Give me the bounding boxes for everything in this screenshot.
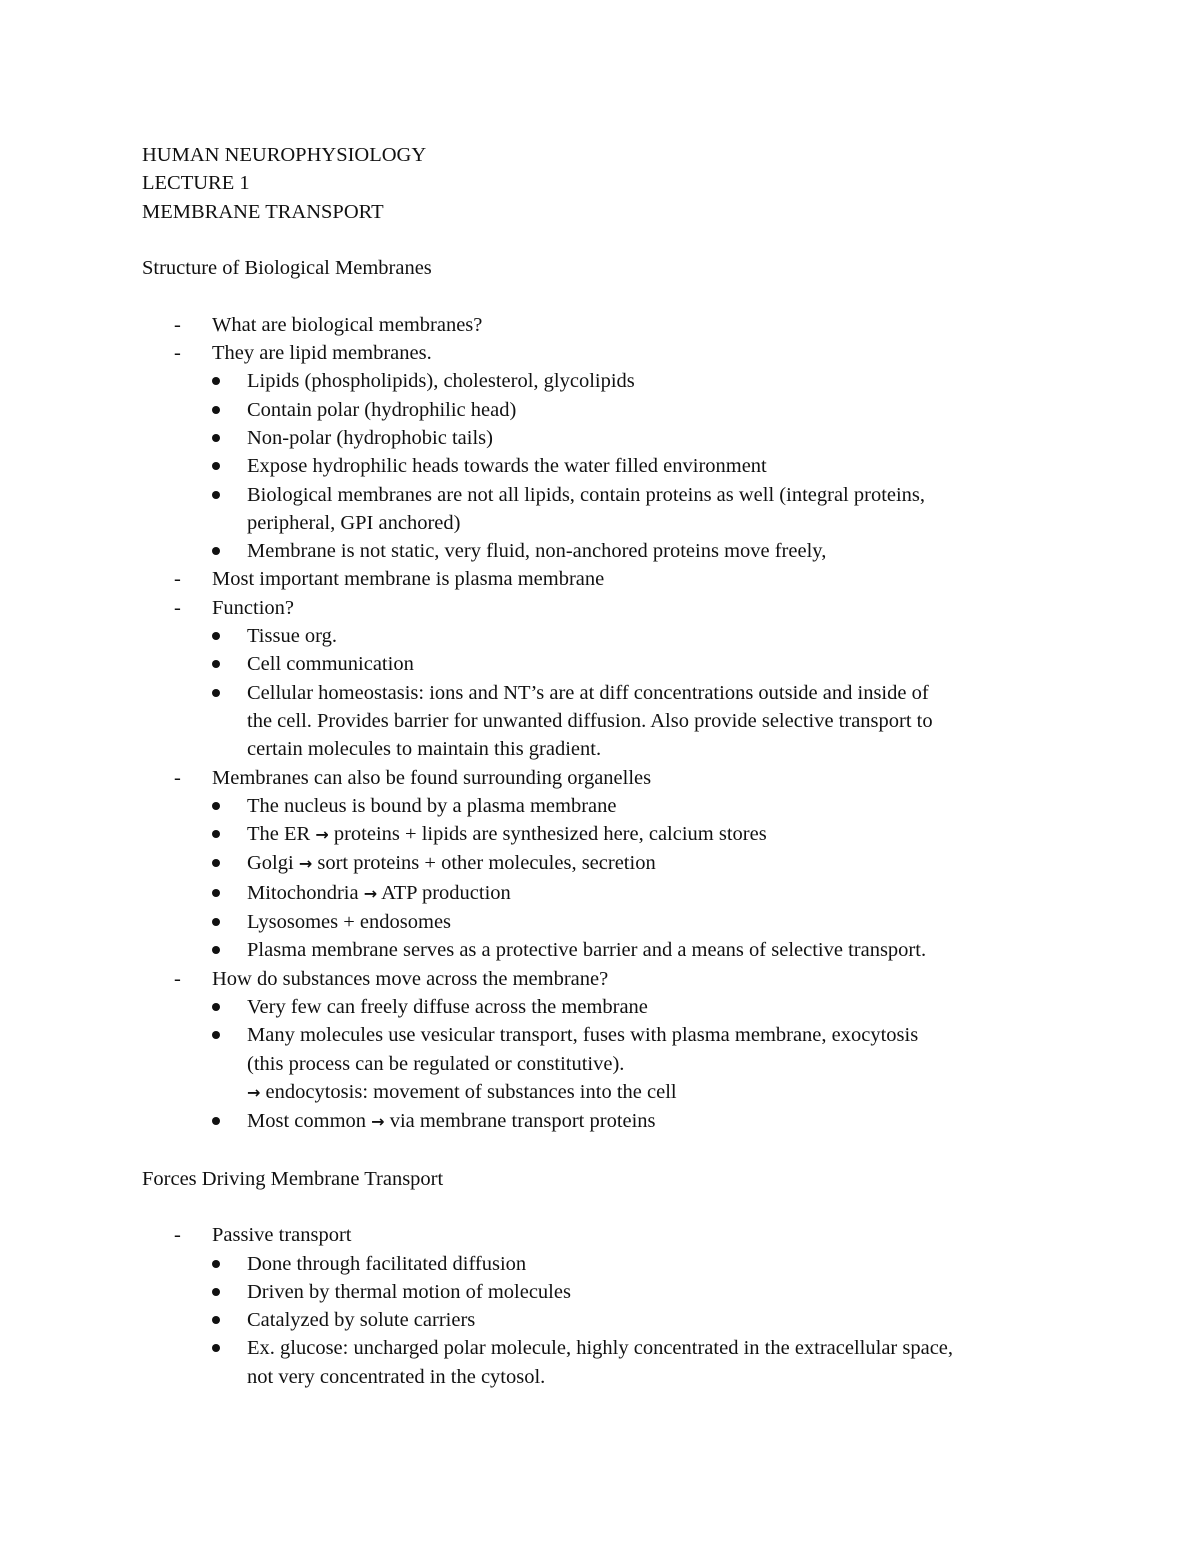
section-heading-forces: Forces Driving Membrane Transport bbox=[142, 1167, 444, 1190]
arrow-right-icon: → bbox=[315, 825, 329, 845]
bullet-item: Done through facilitated diffusion bbox=[142, 1250, 1062, 1278]
dash-marker: - bbox=[174, 568, 181, 591]
dash-item: - How do substances move across the membrane? bbox=[142, 965, 1062, 993]
bullet-item: Golgi → sort proteins + other molecules, secretion bbox=[142, 849, 1062, 878]
spacer bbox=[142, 226, 1062, 254]
arrow-right-icon: → bbox=[363, 883, 378, 903]
bullet-continuation: → endocytosis: movement of substances into the cell bbox=[247, 1080, 677, 1103]
bullet-item: Lipids (phospholipids), cholesterol, glycolipids bbox=[142, 367, 1062, 395]
dash-item: - Membranes can also be found surrounding organelles bbox=[142, 764, 1062, 792]
bullet-item: Cell communication bbox=[142, 650, 1062, 678]
course-title: HUMAN NEUROPHYSIOLOGY bbox=[142, 144, 427, 166]
bullet-continuation: certain molecules to maintain this gradient. bbox=[247, 738, 602, 761]
dash-marker: - bbox=[174, 596, 181, 619]
bullet-icon bbox=[212, 462, 220, 470]
bullet-icon bbox=[212, 406, 220, 414]
bullet-icon bbox=[212, 434, 220, 442]
bullet-icon bbox=[212, 1117, 220, 1125]
arrow-right-icon: → bbox=[247, 1082, 261, 1102]
dash-item: - Most important membrane is plasma membrane bbox=[142, 565, 1062, 593]
bullet-continuation: peripheral, GPI anchored) bbox=[247, 511, 461, 534]
bullet-item: Catalyzed by solute carriers bbox=[142, 1306, 1062, 1334]
spacer bbox=[142, 282, 1062, 310]
bullet-icon bbox=[212, 1316, 220, 1324]
bullet-item: Driven by thermal motion of molecules bbox=[142, 1278, 1062, 1306]
bullet-icon bbox=[212, 1031, 220, 1039]
bullet-item: Non-polar (hydrophobic tails) bbox=[142, 424, 1062, 452]
bullet-item: The ER → proteins + lipids are synthesized here, calcium stores bbox=[142, 820, 1062, 849]
bullet-icon bbox=[212, 547, 220, 555]
dash-item: - They are lipid membranes. bbox=[142, 339, 1062, 367]
dash-item: - Function? bbox=[142, 594, 1062, 622]
bullet-icon bbox=[212, 491, 220, 499]
bullet-item: Most common → via membrane transport proteins bbox=[142, 1107, 1062, 1136]
bullet-icon bbox=[212, 1288, 220, 1296]
dash-marker: - bbox=[174, 342, 181, 365]
document-body bbox=[142, 141, 1062, 1391]
bullet-item: Membrane is not static, very fluid, non-anchored proteins move freely, bbox=[142, 537, 1062, 565]
bullet-item: Plasma membrane serves as a protective barrier and a means of selective transport. bbox=[142, 936, 1062, 964]
lecture-topic: MEMBRANE TRANSPORT bbox=[142, 200, 384, 223]
spacer bbox=[142, 1136, 1062, 1164]
bullet-item: Very few can freely diffuse across the membrane bbox=[142, 993, 1062, 1021]
bullet-icon bbox=[212, 377, 220, 385]
dash-marker: - bbox=[174, 313, 181, 336]
bullet-item: Mitochondria → ATP production bbox=[142, 879, 1062, 908]
spacer bbox=[142, 1193, 1062, 1221]
bullet-item: Ex. glucose: uncharged polar molecule, highly concentrated in the extracellular space, bbox=[142, 1334, 1062, 1362]
section-heading-structure: Structure of Biological Membranes bbox=[142, 257, 432, 280]
bullet-icon bbox=[212, 946, 220, 954]
bullet-icon bbox=[212, 918, 220, 926]
bullet-item: Expose hydrophilic heads towards the water filled environment bbox=[142, 452, 1062, 480]
bullet-icon bbox=[212, 889, 220, 897]
dash-item: - What are biological membranes? bbox=[142, 311, 1062, 339]
bullet-icon bbox=[212, 802, 220, 810]
bullet-item: The nucleus is bound by a plasma membrane bbox=[142, 792, 1062, 820]
bullet-icon bbox=[212, 1344, 220, 1352]
dash-marker: - bbox=[174, 967, 181, 990]
bullet-icon bbox=[212, 1003, 220, 1011]
arrow-right-icon: → bbox=[371, 1112, 385, 1132]
dash-marker: - bbox=[174, 1224, 181, 1247]
bullet-icon bbox=[212, 1260, 220, 1268]
arrow-right-icon: → bbox=[298, 854, 313, 874]
bullet-icon bbox=[212, 632, 220, 640]
bullet-item: Lysosomes + endosomes bbox=[142, 908, 1062, 936]
bullet-icon bbox=[212, 660, 220, 668]
bullet-continuation: not very concentrated in the cytosol. bbox=[247, 1365, 546, 1388]
dash-item: - Passive transport bbox=[142, 1221, 1062, 1249]
bullet-icon bbox=[212, 830, 220, 838]
bullet-item: Biological membranes are not all lipids, contain proteins as well (integral proteins, bbox=[142, 481, 1062, 509]
bullet-icon bbox=[212, 689, 220, 697]
bullet-item: Many molecules use vesicular transport, fuses with plasma membrane, exocytosis bbox=[142, 1021, 1062, 1049]
bullet-continuation: the cell. Provides barrier for unwanted diffusion. Also provide selective transport to bbox=[247, 709, 933, 732]
lecture-number: LECTURE 1 bbox=[142, 172, 250, 195]
bullet-item: Cellular homeostasis: ions and NT’s are at diff concentrations outside and inside of bbox=[142, 679, 1062, 707]
bullet-item: Contain polar (hydrophilic head) bbox=[142, 396, 1062, 424]
bullet-icon bbox=[212, 859, 220, 867]
dash-marker: - bbox=[174, 766, 181, 789]
bullet-item: Tissue org. bbox=[142, 622, 1062, 650]
bullet-continuation: (this process can be regulated or constitutive). bbox=[247, 1052, 625, 1075]
